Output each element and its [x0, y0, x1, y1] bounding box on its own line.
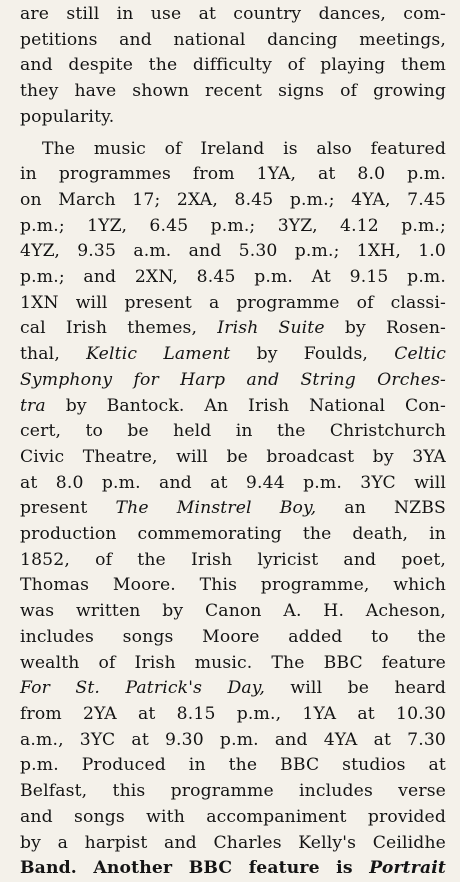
text-line: at 8.0 p.m. and at 9.44 p.m. 3YC will	[20, 472, 446, 493]
text-line: in programmes from 1YA, at 8.0 p.m.	[20, 164, 446, 185]
article-page	[0, 2, 460, 879]
text-run: by Bantock. An Irish National Con-	[45, 395, 446, 416]
text-line	[20, 316, 446, 342]
text-line: Belfast, this programme includes verse	[20, 781, 446, 802]
text-line: 1XN will present a programme of classi-	[20, 292, 446, 313]
text-line	[20, 856, 446, 882]
text-run: an NZBS	[316, 498, 446, 519]
text-line: wealth of Irish music. The BBC feature	[20, 652, 446, 673]
text-line	[20, 394, 446, 420]
text-run: by Rosen-	[324, 318, 446, 339]
text-line	[20, 368, 446, 394]
text-line	[20, 496, 446, 522]
text-line: are still in use at country dances, com-	[20, 4, 446, 24]
text-line: they have shown recent signs of growing	[20, 81, 446, 102]
text-run: Band. Another BBC feature is	[20, 858, 370, 879]
title-celtic-symphony-part: tra	[20, 395, 46, 416]
title-keltic-lament: Keltic Lament	[86, 344, 231, 365]
title-st-patricks-day: For St. Patrick's Day,	[20, 678, 265, 699]
text-run: cal Irish themes,	[20, 318, 218, 339]
title-minstrel-boy: The Minstrel Boy,	[115, 498, 317, 519]
text-line: from 2YA at 8.15 p.m., 1YA at 10.30	[20, 703, 446, 724]
paragraph-2	[20, 137, 446, 882]
text-line: The music of Ireland is also featured	[42, 138, 446, 159]
text-line: 1852, of the Irish lyricist and poet,	[20, 549, 446, 570]
text-line: cert, to be held in the Christchurch	[20, 421, 446, 442]
paragraph-1	[20, 2, 446, 131]
title-portrait: Portrait	[369, 858, 446, 879]
text-line: and despite the difficulty of playing them	[20, 55, 446, 76]
title-celtic-symphony-part: Symphony for Harp and String Orches-	[20, 369, 446, 390]
text-run: thal,	[20, 344, 87, 365]
text-line: Civic Theatre, will be broadcast by 3YA	[20, 446, 446, 467]
text-line: popularity.	[20, 106, 115, 127]
title-irish-suite: Irish Suite	[217, 318, 325, 339]
text-line: petitions and national dancing meetings,	[20, 29, 446, 50]
text-line: production commemorating the death, in	[20, 524, 446, 545]
text-run: by Foulds,	[230, 344, 395, 365]
text-line: on March 17; 2XA, 8.45 p.m.; 4YA, 7.45	[20, 189, 446, 210]
text-line: a.m., 3YC at 9.30 p.m. and 4YA at 7.30	[20, 729, 446, 750]
text-line: was written by Canon A. H. Acheson,	[20, 601, 446, 622]
text-line	[20, 676, 446, 702]
text-run: present	[20, 498, 116, 519]
text-line: 4YZ, 9.35 a.m. and 5.30 p.m.; 1XH, 1.0	[20, 241, 446, 262]
text-line: and songs with accompaniment provided	[20, 806, 446, 827]
title-celtic-symphony-part: Celtic	[394, 344, 446, 365]
text-line: p.m. Produced in the BBC studios at	[20, 755, 446, 776]
text-line: Thomas Moore. This programme, which	[20, 575, 446, 596]
text-line: p.m.; 1YZ, 6.45 p.m.; 3YZ, 4.12 p.m.;	[20, 215, 446, 236]
text-line	[20, 342, 446, 368]
text-line: p.m.; and 2XN, 8.45 p.m. At 9.15 p.m.	[20, 267, 446, 288]
article-column	[20, 2, 446, 882]
text-line: includes songs Moore added to the	[20, 626, 446, 647]
text-line: by a harpist and Charles Kelly's Ceilidhe	[20, 832, 446, 853]
text-run: will be heard	[264, 678, 446, 699]
